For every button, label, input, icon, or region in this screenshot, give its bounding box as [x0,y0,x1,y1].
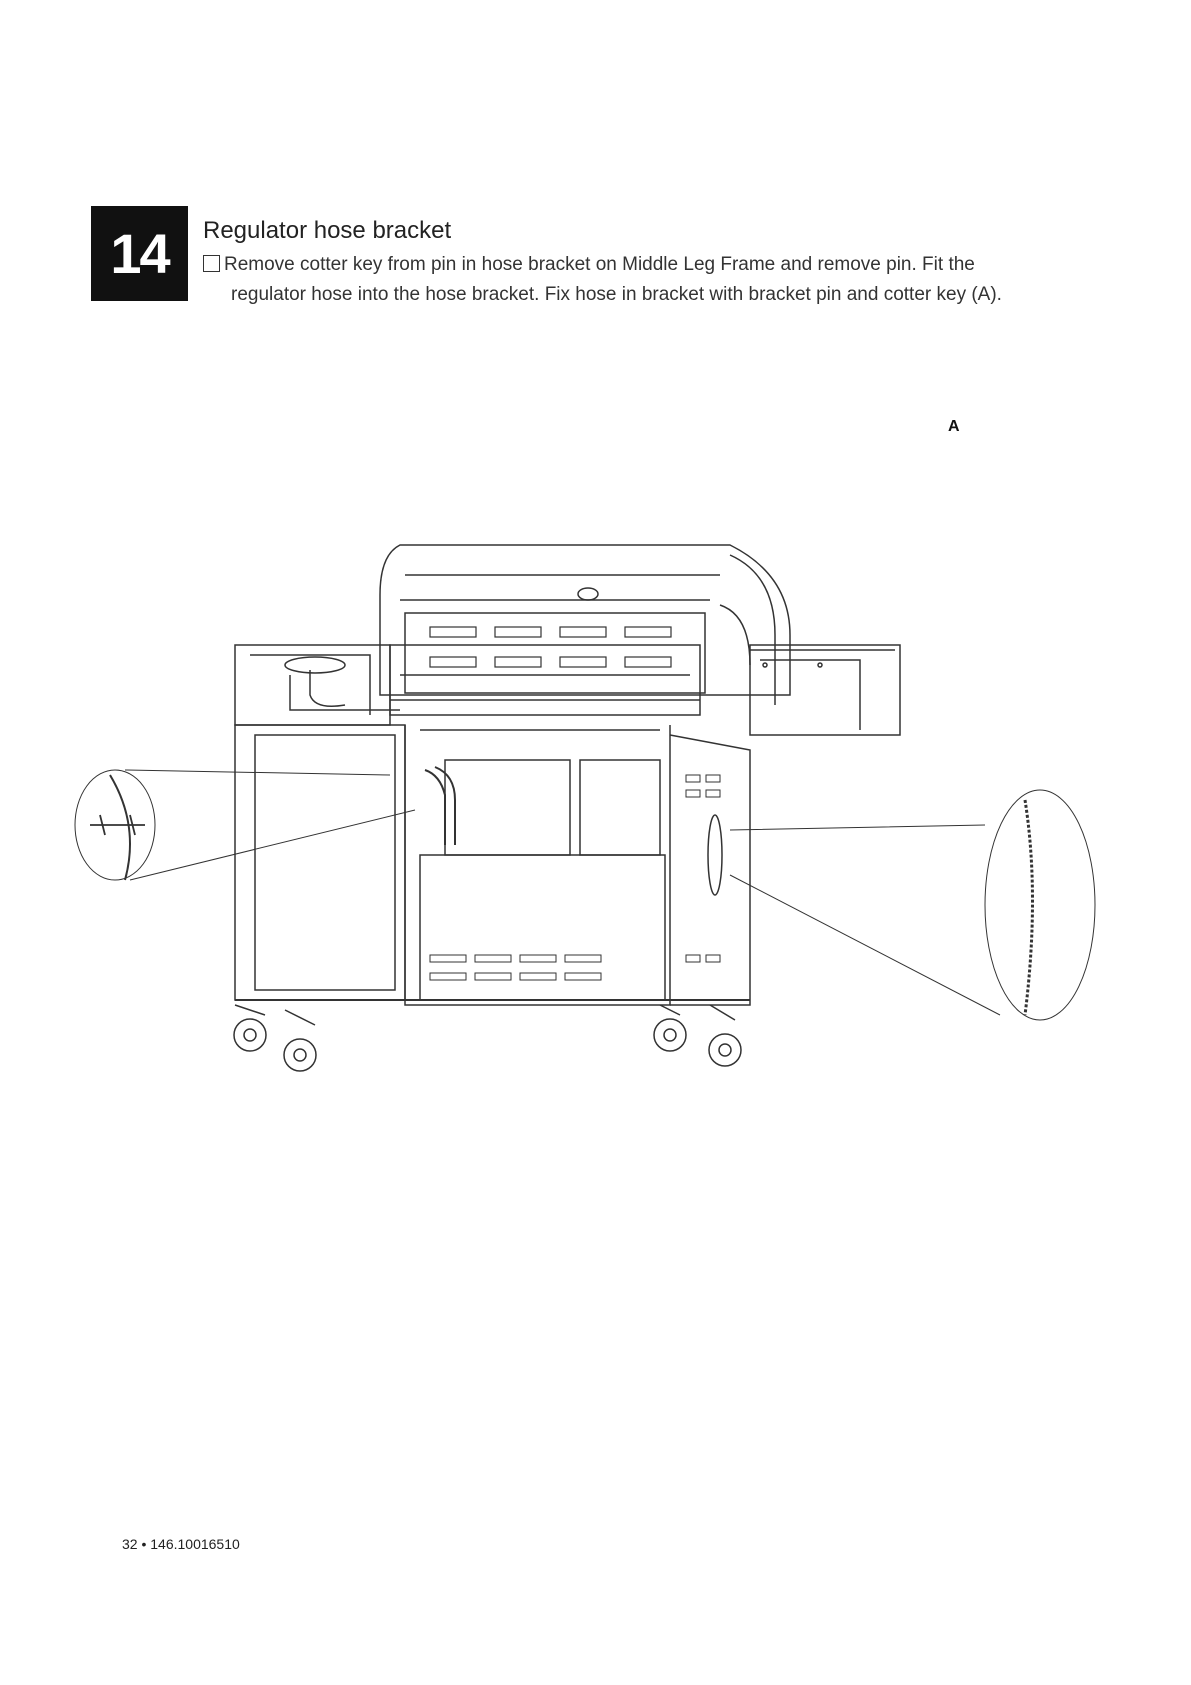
instruction-line-2: regulator hose into the hose bracket. Fix hose in bracket with bracket pin and cotter key (A). [231,284,1002,305]
lid-vent-slots [430,627,671,667]
page-footer: 32 • 146.10016510 [122,1536,240,1552]
right-side-shelf [750,645,900,735]
hose-bracket-detail-left [75,770,415,880]
checkbox-icon [203,255,220,272]
cart-vent-slots [430,775,720,980]
instruction-line-1 [203,250,1063,280]
step-instructions [203,250,1063,310]
thermometer-icon [578,588,598,600]
cotter-key-detail-right [730,790,1095,1020]
grill-lid [380,545,790,705]
left-side-shelf [235,645,400,725]
step-number-badge: 14 [91,206,188,301]
instruction-line-1-text: Remove cotter key from pin in hose bracket on Middle Leg Frame and remove pin. Fit the [224,254,975,275]
door-handle [708,815,722,895]
step-title: Regulator hose bracket [203,217,452,244]
regulator-hose [425,767,455,845]
casters [234,1005,741,1071]
grill-assembly-illustration [70,535,1100,1175]
firebox-control-panel [390,645,700,715]
callout-label-a: A [948,418,960,435]
cart-frame [235,725,750,1005]
